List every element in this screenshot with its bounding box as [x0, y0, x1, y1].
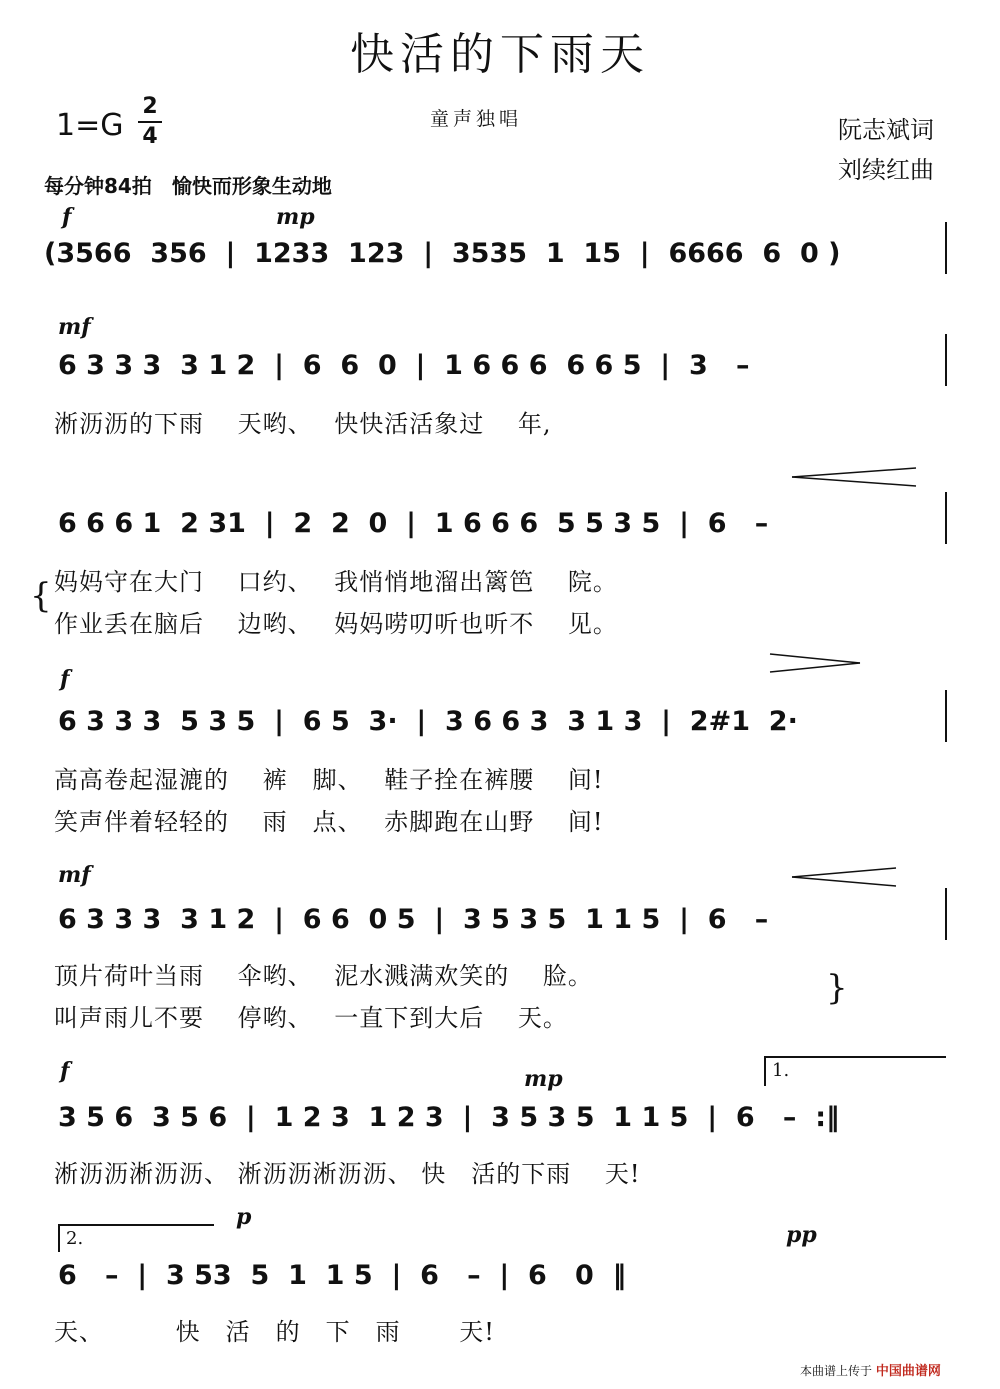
composer: 刘续红曲	[838, 156, 934, 184]
dynamic-mark: mf	[58, 314, 91, 340]
dynamic-mark: f	[60, 666, 70, 692]
notation-line: 6 3 3 3 5 3 5 | 6 5 3· | 3 6 6 3 3 1 3 | 2#1 2·	[58, 706, 798, 737]
lyrics-verse-2: 笑声伴着轻轻的 雨 点、 赤脚跑在山野 间!	[54, 808, 604, 836]
verse-brace: }	[826, 968, 848, 1008]
lyrics-verse-2: 作业丢在脑后 边哟、 妈妈唠叨听也听不 见。	[54, 610, 618, 638]
crescendo-hairpin	[790, 866, 900, 888]
barline	[945, 888, 947, 940]
volta-number: 2.	[66, 1228, 84, 1249]
notation-line: (3566 356 | 1233 123 | 3535 1 15 | 6666 6 0 )	[44, 238, 841, 269]
notation-line: 3 5 6 3 5 6 | 1 2 3 1 2 3 | 3 5 3 5 1 1 5 | 6 – :‖	[58, 1102, 840, 1133]
dynamic-mark: f	[60, 1058, 70, 1084]
dynamic-mark: mp	[524, 1066, 563, 1092]
lyrics-verse-1: 顶片荷叶当雨 伞哟、 泥水溅满欢笑的 脸。	[54, 962, 593, 990]
barline	[945, 222, 947, 274]
volta-bracket	[764, 1056, 946, 1058]
watermark	[800, 1360, 941, 1379]
lyricist: 阮志斌词	[838, 116, 934, 144]
song-title: 快活的下雨天	[350, 29, 650, 80]
dynamic-mark: mf	[58, 862, 91, 888]
watermark-text: 本曲谱上传于	[800, 1364, 873, 1378]
notation-line: 6 – | 3 53 5 1 1 5 | 6 – | 6 0 ‖	[58, 1260, 627, 1291]
volta-number: 1.	[772, 1060, 790, 1081]
lyrics-verse-1: 淅沥沥的下雨 天哟、 快快活活象过 年,	[54, 410, 552, 438]
lyrics-verse-2: 叫声雨儿不要 停哟、 一直下到大后 天。	[54, 1004, 568, 1032]
barline	[945, 690, 947, 742]
lyrics-verse-1: 高高卷起湿漉的 裤 脚、 鞋子拴在裤腰 间!	[54, 766, 604, 794]
volta-bracket-edge	[58, 1224, 60, 1252]
lyrics-verse-1: 天、 快 活 的 下 雨 天!	[54, 1318, 495, 1346]
crescendo-hairpin	[790, 466, 920, 488]
verse-brace: {	[30, 576, 52, 616]
time-signature-top: 2	[142, 94, 158, 119]
tempo-marking: 每分钟84拍 愉快而形象生动地	[44, 174, 332, 198]
notation-line: 6 6 6 1 2 31 | 2 2 0 | 1 6 6 6 5 5 3 5 | 6 –	[58, 508, 769, 539]
dynamic-mark: f	[62, 204, 72, 230]
performance-type: 童声独唱	[430, 108, 523, 130]
dynamic-mark: pp	[786, 1222, 817, 1248]
barline	[945, 492, 947, 544]
dynamic-mark: mp	[276, 204, 315, 230]
lyrics-verse-1: 妈妈守在大门 口约、 我悄悄地溜出篱笆 院。	[54, 568, 618, 596]
volta-bracket-edge	[764, 1056, 766, 1086]
volta-bracket	[58, 1224, 214, 1226]
dynamic-mark: p	[236, 1204, 252, 1230]
notation-line: 6 3 3 3 3 1 2 | 6 6 0 | 1 6 6 6 6 6 5 | 3 –	[58, 350, 750, 381]
decrescendo-hairpin	[768, 652, 864, 674]
watermark-logo: 中国曲谱网	[875, 1364, 941, 1379]
key-signature: 1=G	[56, 108, 124, 143]
time-signature-bottom: 4	[142, 124, 158, 149]
time-signature	[138, 96, 162, 148]
notation-line: 6 3 3 3 3 1 2 | 6 6 0 5 | 3 5 3 5 1 1 5 | 6 –	[58, 904, 769, 935]
barline	[945, 334, 947, 386]
lyrics-verse-1: 淅沥沥淅沥沥、 淅沥沥淅沥沥、 快 活的下雨 天!	[54, 1160, 641, 1188]
